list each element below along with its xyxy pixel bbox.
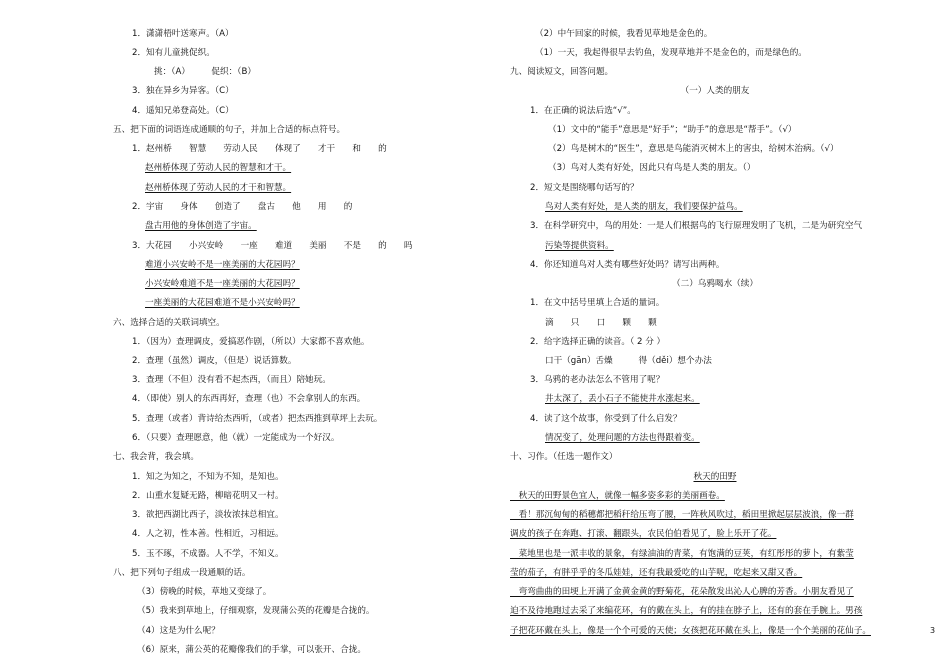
- text-line: 赵州桥体现了劳动人民的才干和智慧。: [145, 183, 292, 193]
- text-line: 2．短文是围绕哪句话写的？: [530, 183, 639, 193]
- text-line: 迫不及待地跑过去采了来编花环，有的戴在头上，有的挂在脖子上，还有的套在手腕上。男孩: [510, 606, 863, 616]
- text-line: 看！那沉甸甸的稻穗都把稻秆给压弯了腰，一阵秋风吹过，稻田里掀起层层波浪，像一群: [510, 510, 854, 520]
- text-line: 井太深了，丢小石子不能使井水涨起来。: [545, 394, 700, 404]
- text-line: 5．玉不琢，不成器。人不学，不知义。: [132, 549, 284, 559]
- text-line: 3．独在异乡为异客。（C）: [132, 86, 234, 96]
- text-line: 4．读了这个故事，你受到了什么启发？: [530, 414, 682, 424]
- text-line: 挑：（A） 促织：（B）: [154, 67, 256, 77]
- page-number: 3: [930, 626, 936, 635]
- text-line: 1．知之为知之，不知为不知，是知也。: [132, 472, 284, 482]
- text-line: 秋天的田野: [693, 472, 737, 482]
- text-line: 3．欲把西湖比西子，淡妆浓抹总相宜。: [132, 510, 284, 520]
- text-line: 2．知有儿童挑促织。: [132, 48, 215, 58]
- text-line: 1．在正确的说法后选“√”。: [530, 106, 636, 116]
- text-line: （6）原来，蒲公英的花瓣像我们的手掌，可以张开、合拢。: [137, 645, 366, 655]
- text-line: 六、选择合适的关联词填空。: [113, 318, 225, 328]
- text-line: 十、习作。（任选一题作文）: [510, 452, 618, 462]
- text-line: 4．人之初，性本善。性相近，习相远。: [132, 529, 284, 539]
- text-line: 4．你还知道鸟对人类有哪些好处吗？请写出两种。: [530, 260, 725, 270]
- text-line: （1）一天，我起得很早去钓鱼，发现草地并不是金色的，而是绿色的。: [535, 48, 807, 58]
- text-line: 调皮的孩子在奔跑、打滚、翻跟头，农民伯伯看见了，脸上乐开了花。: [510, 529, 777, 539]
- text-line: 3．乌鸦的老办法怎么不管用了呢？: [530, 375, 665, 385]
- text-line: 八、把下列句子组成一段通顺的话。: [113, 568, 251, 578]
- text-line: 2．山重水复疑无路，柳暗花明又一村。: [132, 491, 284, 501]
- text-line: 3．查理（不但）没有看不起杰西，（而且）陪她玩。: [132, 375, 331, 385]
- text-line: （一）人类的朋友: [680, 86, 750, 96]
- text-line: （5）我来到草地上，仔细观察，发现蒲公英的花瓣是合拢的。: [137, 606, 375, 616]
- text-line: 秋天的田野景色宜人，就像一幅多姿多彩的美丽画卷。: [510, 491, 725, 501]
- text-line: 2．查理（虽然）调皮，（但是）说话算数。: [132, 356, 297, 366]
- text-line: 2．给字选择正确的读音。（ 2 分 ）: [530, 337, 666, 347]
- text-line: 鸟对人类有好处，是人类的朋友，我们要保护益鸟。: [545, 202, 743, 212]
- text-line: 1．（因为）查理调皮，爱搞恶作剧，（所以）大家都不喜欢他。: [132, 337, 370, 347]
- text-line: （3）傍晚的时候，草地又变绿了。: [137, 587, 272, 597]
- text-line: 4．遥知兄弟登高处。（C）: [132, 106, 234, 116]
- text-line: 4．（即使）别人的东西再好，查理（也）不会拿别人的东西。: [132, 394, 366, 404]
- text-line: （2）鸟是树木的“医生”，意思是鸟能消灭树木上的害虫，给树木治病。（√）: [548, 144, 839, 154]
- text-line: （3）鸟对人类有好处，因此只有鸟是人类的朋友。（）: [548, 163, 756, 173]
- text-line: （2）中午回家的时候，我看见草地是金色的。: [535, 29, 713, 39]
- text-line: 情况变了，处理问题的方法也得跟着变。: [545, 433, 700, 443]
- text-line: 盘古用他的身体创造了宇宙。: [145, 221, 257, 231]
- text-line: 难道小兴安岭不是一座美丽的大花园吗？: [145, 260, 300, 270]
- text-line: 七、我会背，我会填。: [113, 452, 199, 462]
- text-line: 5．查理（或者）背诗给杰西听，（或者）把杰西推到草坪上去玩。: [132, 414, 383, 424]
- text-line: （二）乌鸦喝水（续）: [672, 279, 758, 289]
- text-line: 小兴安岭难道不是一座美丽的大花园吗？: [145, 279, 300, 289]
- text-line: （4）这是为什么呢？: [137, 626, 220, 636]
- text-line: 九、阅读短文，回答问题。: [510, 67, 614, 77]
- text-line: 菜地里也是一派丰收的景象，有绿油油的青菜，有饱满的豆荚，有红彤彤的萝卜，有紫莹: [510, 549, 854, 559]
- text-line: 1．潇潇梧叶送寒声。（A）: [132, 29, 234, 39]
- text-line: 3．在科学研究中，鸟的用处：一是人们根据鸟的飞行原理发明了飞机，二是为研究空气: [530, 221, 863, 231]
- text-line: （1）文中的“能手”意思是“好手”；“助手”的意思是“帮手”。（√）: [548, 125, 797, 135]
- text-line: 口干（gān）舌燥 得（děi）想个办法: [545, 356, 712, 366]
- text-line: 一座美丽的大花园难道不是小兴安岭吗？: [145, 298, 300, 308]
- text-line: 莹的茄子，有胖乎乎的冬瓜娃娃，还有我最爱吃的山芋呢，吃起来又甜又香。: [510, 568, 803, 578]
- text-line: 赵州桥体现了劳动人民的智慧和才干。: [145, 163, 292, 173]
- text-line: 3．大花园 小兴安岭 一座 难道 美丽 不是 的 吗: [132, 241, 413, 251]
- text-line: 1．赵州桥 智慧 劳动人民 体现了 才干 和 的: [132, 144, 387, 154]
- text-line: 污染等提供资料。: [545, 241, 614, 251]
- text-line: 滴 只 口 颗 颗: [545, 318, 657, 328]
- text-line: 五、把下面的词语连成通顺的句子，并加上合适的标点符号。: [113, 125, 346, 135]
- text-line: 弯弯曲曲的田埂上开满了金黄金黄的野菊花，花朵散发出沁人心脾的芳香。小朋友看见了: [510, 587, 854, 597]
- text-line: 1．在文中括号里填上合适的量词。: [530, 298, 665, 308]
- text-line: 子把花环戴在头上，像是一个个可爱的天使；女孩把花环戴在头上，像是一个个美丽的花仙子。: [510, 626, 871, 636]
- text-line: 2．宇宙 身体 创造了 盘古 他 用 的: [132, 202, 353, 212]
- text-line: 6．（只要）查理愿意，他（就）一定能成为一个好汉。: [132, 433, 340, 443]
